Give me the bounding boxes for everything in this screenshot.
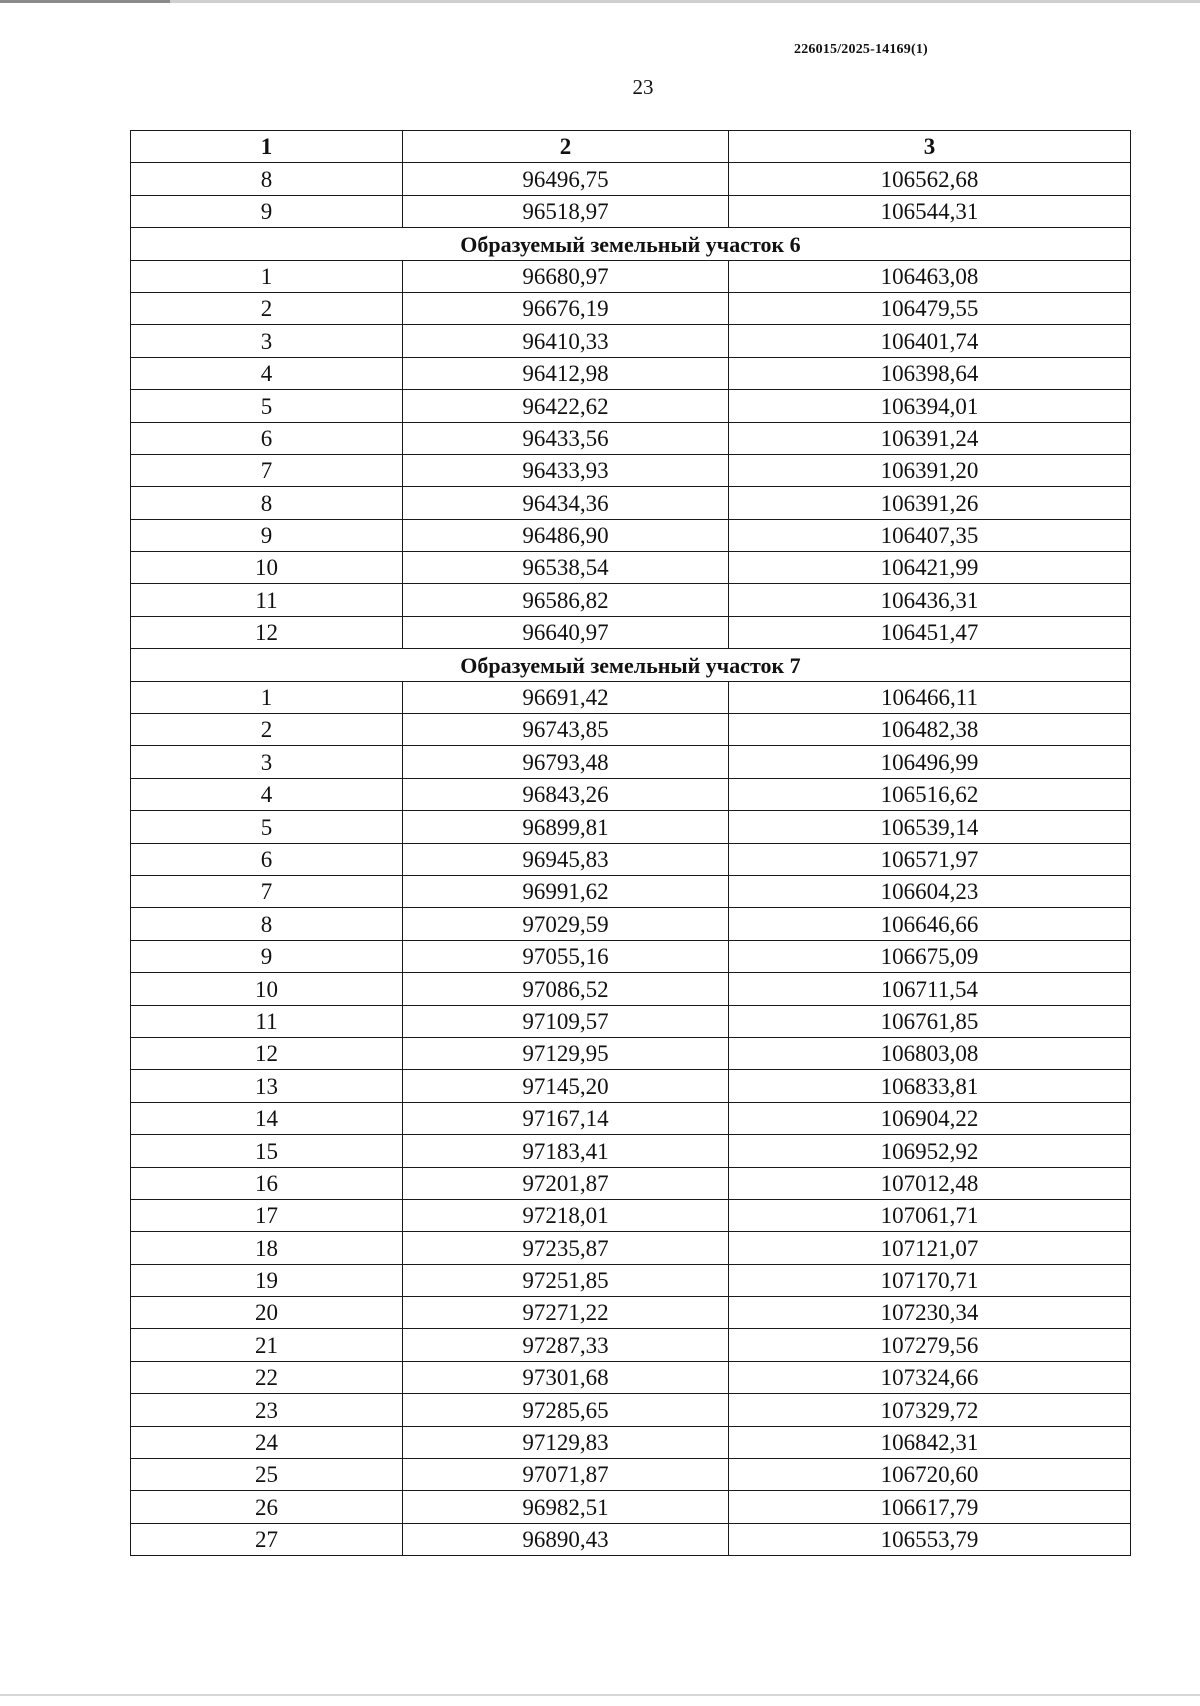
table-row bbox=[131, 292, 1131, 324]
table-row bbox=[131, 875, 1131, 907]
point-number-cell: 2 bbox=[131, 714, 403, 746]
table-row bbox=[131, 1135, 1131, 1167]
y-coordinate-cell: 106604,23 bbox=[729, 875, 1131, 907]
y-coordinate-cell: 106407,35 bbox=[729, 519, 1131, 551]
section-row bbox=[131, 228, 1131, 260]
x-coordinate-cell: 97109,57 bbox=[403, 1005, 729, 1037]
table-row bbox=[131, 519, 1131, 551]
point-number-cell: 8 bbox=[131, 908, 403, 940]
x-coordinate-cell: 96586,82 bbox=[403, 584, 729, 616]
x-coordinate-cell: 97271,22 bbox=[403, 1297, 729, 1329]
table-row bbox=[131, 1361, 1131, 1393]
section-title: Образуемый земельный участок 6 bbox=[131, 228, 1131, 260]
x-coordinate-cell: 96410,33 bbox=[403, 325, 729, 357]
point-number-cell: 21 bbox=[131, 1329, 403, 1361]
table-row bbox=[131, 454, 1131, 486]
x-coordinate-cell: 96793,48 bbox=[403, 746, 729, 778]
x-coordinate-cell: 96899,81 bbox=[403, 811, 729, 843]
table-row bbox=[131, 714, 1131, 746]
y-coordinate-cell: 106571,97 bbox=[729, 843, 1131, 875]
x-coordinate-cell: 97145,20 bbox=[403, 1070, 729, 1102]
x-coordinate-cell: 97129,95 bbox=[403, 1037, 729, 1069]
x-coordinate-cell: 96412,98 bbox=[403, 357, 729, 389]
y-coordinate-cell: 107324,66 bbox=[729, 1361, 1131, 1393]
point-number-cell: 24 bbox=[131, 1426, 403, 1458]
x-coordinate-cell: 96496,75 bbox=[403, 163, 729, 195]
y-coordinate-cell: 107329,72 bbox=[729, 1394, 1131, 1426]
point-number-cell: 17 bbox=[131, 1199, 403, 1231]
y-coordinate-cell: 106496,99 bbox=[729, 746, 1131, 778]
table-row bbox=[131, 1167, 1131, 1199]
point-number-cell: 3 bbox=[131, 746, 403, 778]
x-coordinate-cell: 97086,52 bbox=[403, 973, 729, 1005]
y-coordinate-cell: 106401,74 bbox=[729, 325, 1131, 357]
table-row bbox=[131, 1394, 1131, 1426]
point-number-cell: 18 bbox=[131, 1232, 403, 1264]
point-number-cell: 5 bbox=[131, 811, 403, 843]
table-row bbox=[131, 422, 1131, 454]
y-coordinate-cell: 106833,81 bbox=[729, 1070, 1131, 1102]
x-coordinate-cell: 97218,01 bbox=[403, 1199, 729, 1231]
x-coordinate-cell: 96640,97 bbox=[403, 616, 729, 648]
table-row bbox=[131, 325, 1131, 357]
point-number-cell: 3 bbox=[131, 325, 403, 357]
point-number-cell: 9 bbox=[131, 195, 403, 227]
point-number-cell: 11 bbox=[131, 1005, 403, 1037]
y-coordinate-cell: 106544,31 bbox=[729, 195, 1131, 227]
x-coordinate-cell: 97287,33 bbox=[403, 1329, 729, 1361]
y-coordinate-cell: 107279,56 bbox=[729, 1329, 1131, 1361]
table-row bbox=[131, 487, 1131, 519]
coordinates-table bbox=[130, 130, 1131, 1556]
y-coordinate-cell: 106842,31 bbox=[729, 1426, 1131, 1458]
point-number-cell: 12 bbox=[131, 1037, 403, 1069]
point-number-cell: 11 bbox=[131, 584, 403, 616]
y-coordinate-cell: 106516,62 bbox=[729, 778, 1131, 810]
table-row bbox=[131, 1070, 1131, 1102]
table-row bbox=[131, 1264, 1131, 1296]
point-number-cell: 16 bbox=[131, 1167, 403, 1199]
y-coordinate-cell: 107061,71 bbox=[729, 1199, 1131, 1231]
table-row bbox=[131, 746, 1131, 778]
table-row bbox=[131, 1523, 1131, 1555]
table-row bbox=[131, 973, 1131, 1005]
x-coordinate-cell: 97167,14 bbox=[403, 1102, 729, 1134]
table-row bbox=[131, 584, 1131, 616]
header-cell-2: 2 bbox=[403, 131, 729, 163]
table-header-row bbox=[131, 131, 1131, 163]
point-number-cell: 1 bbox=[131, 681, 403, 713]
y-coordinate-cell: 106711,54 bbox=[729, 973, 1131, 1005]
y-coordinate-cell: 106391,26 bbox=[729, 487, 1131, 519]
table-row bbox=[131, 1491, 1131, 1523]
point-number-cell: 10 bbox=[131, 973, 403, 1005]
y-coordinate-cell: 106553,79 bbox=[729, 1523, 1131, 1555]
table-row bbox=[131, 1005, 1131, 1037]
x-coordinate-cell: 96743,85 bbox=[403, 714, 729, 746]
y-coordinate-cell: 106482,38 bbox=[729, 714, 1131, 746]
table-row bbox=[131, 811, 1131, 843]
y-coordinate-cell: 107230,34 bbox=[729, 1297, 1131, 1329]
x-coordinate-cell: 96890,43 bbox=[403, 1523, 729, 1555]
table-row bbox=[131, 1102, 1131, 1134]
x-coordinate-cell: 96843,26 bbox=[403, 778, 729, 810]
table-row bbox=[131, 1329, 1131, 1361]
section-title: Образуемый земельный участок 7 bbox=[131, 649, 1131, 681]
point-number-cell: 26 bbox=[131, 1491, 403, 1523]
point-number-cell: 15 bbox=[131, 1135, 403, 1167]
x-coordinate-cell: 97235,87 bbox=[403, 1232, 729, 1264]
x-coordinate-cell: 97285,65 bbox=[403, 1394, 729, 1426]
x-coordinate-cell: 97251,85 bbox=[403, 1264, 729, 1296]
point-number-cell: 5 bbox=[131, 390, 403, 422]
y-coordinate-cell: 106479,55 bbox=[729, 292, 1131, 324]
table-row bbox=[131, 1199, 1131, 1231]
point-number-cell: 12 bbox=[131, 616, 403, 648]
point-number-cell: 7 bbox=[131, 454, 403, 486]
x-coordinate-cell: 97029,59 bbox=[403, 908, 729, 940]
point-number-cell: 1 bbox=[131, 260, 403, 292]
document-number: 226015/2025-14169(1) bbox=[794, 42, 928, 57]
y-coordinate-cell: 106539,14 bbox=[729, 811, 1131, 843]
scan-top-edge bbox=[0, 0, 1200, 3]
table-body bbox=[131, 163, 1131, 1556]
y-coordinate-cell: 106451,47 bbox=[729, 616, 1131, 648]
point-number-cell: 8 bbox=[131, 163, 403, 195]
table-row bbox=[131, 1297, 1131, 1329]
y-coordinate-cell: 106617,79 bbox=[729, 1491, 1131, 1523]
y-coordinate-cell: 106394,01 bbox=[729, 390, 1131, 422]
x-coordinate-cell: 97129,83 bbox=[403, 1426, 729, 1458]
y-coordinate-cell: 106466,11 bbox=[729, 681, 1131, 713]
table-row bbox=[131, 843, 1131, 875]
point-number-cell: 20 bbox=[131, 1297, 403, 1329]
header-cell-3: 3 bbox=[729, 131, 1131, 163]
y-coordinate-cell: 106421,99 bbox=[729, 552, 1131, 584]
scan-bottom-edge bbox=[0, 1694, 1200, 1696]
table-row bbox=[131, 163, 1131, 195]
y-coordinate-cell: 106646,66 bbox=[729, 908, 1131, 940]
y-coordinate-cell: 107121,07 bbox=[729, 1232, 1131, 1264]
section-row bbox=[131, 649, 1131, 681]
x-coordinate-cell: 97183,41 bbox=[403, 1135, 729, 1167]
table-row bbox=[131, 390, 1131, 422]
point-number-cell: 14 bbox=[131, 1102, 403, 1134]
x-coordinate-cell: 97055,16 bbox=[403, 940, 729, 972]
y-coordinate-cell: 106436,31 bbox=[729, 584, 1131, 616]
table-row bbox=[131, 940, 1131, 972]
table-row bbox=[131, 260, 1131, 292]
point-number-cell: 2 bbox=[131, 292, 403, 324]
point-number-cell: 13 bbox=[131, 1070, 403, 1102]
table-row bbox=[131, 1426, 1131, 1458]
x-coordinate-cell: 96538,54 bbox=[403, 552, 729, 584]
y-coordinate-cell: 106904,22 bbox=[729, 1102, 1131, 1134]
y-coordinate-cell: 106803,08 bbox=[729, 1037, 1131, 1069]
x-coordinate-cell: 97071,87 bbox=[403, 1459, 729, 1491]
point-number-cell: 10 bbox=[131, 552, 403, 584]
x-coordinate-cell: 96486,90 bbox=[403, 519, 729, 551]
x-coordinate-cell: 96433,56 bbox=[403, 422, 729, 454]
x-coordinate-cell: 96433,93 bbox=[403, 454, 729, 486]
point-number-cell: 9 bbox=[131, 519, 403, 551]
point-number-cell: 4 bbox=[131, 778, 403, 810]
point-number-cell: 8 bbox=[131, 487, 403, 519]
x-coordinate-cell: 97301,68 bbox=[403, 1361, 729, 1393]
y-coordinate-cell: 106952,92 bbox=[729, 1135, 1131, 1167]
table-row bbox=[131, 1232, 1131, 1264]
table-row bbox=[131, 1459, 1131, 1491]
point-number-cell: 9 bbox=[131, 940, 403, 972]
point-number-cell: 6 bbox=[131, 422, 403, 454]
point-number-cell: 23 bbox=[131, 1394, 403, 1426]
y-coordinate-cell: 106562,68 bbox=[729, 163, 1131, 195]
x-coordinate-cell: 96434,36 bbox=[403, 487, 729, 519]
x-coordinate-cell: 96518,97 bbox=[403, 195, 729, 227]
y-coordinate-cell: 106720,60 bbox=[729, 1459, 1131, 1491]
point-number-cell: 6 bbox=[131, 843, 403, 875]
x-coordinate-cell: 96691,42 bbox=[403, 681, 729, 713]
table-row bbox=[131, 357, 1131, 389]
point-number-cell: 25 bbox=[131, 1459, 403, 1491]
y-coordinate-cell: 107170,71 bbox=[729, 1264, 1131, 1296]
table-row bbox=[131, 616, 1131, 648]
table-row bbox=[131, 778, 1131, 810]
point-number-cell: 19 bbox=[131, 1264, 403, 1296]
x-coordinate-cell: 96680,97 bbox=[403, 260, 729, 292]
y-coordinate-cell: 106761,85 bbox=[729, 1005, 1131, 1037]
table-row bbox=[131, 552, 1131, 584]
y-coordinate-cell: 106398,64 bbox=[729, 357, 1131, 389]
y-coordinate-cell: 107012,48 bbox=[729, 1167, 1131, 1199]
x-coordinate-cell: 96422,62 bbox=[403, 390, 729, 422]
y-coordinate-cell: 106463,08 bbox=[729, 260, 1131, 292]
y-coordinate-cell: 106391,20 bbox=[729, 454, 1131, 486]
x-coordinate-cell: 96676,19 bbox=[403, 292, 729, 324]
x-coordinate-cell: 97201,87 bbox=[403, 1167, 729, 1199]
point-number-cell: 22 bbox=[131, 1361, 403, 1393]
x-coordinate-cell: 96982,51 bbox=[403, 1491, 729, 1523]
table-row bbox=[131, 1037, 1131, 1069]
table-row bbox=[131, 681, 1131, 713]
x-coordinate-cell: 96945,83 bbox=[403, 843, 729, 875]
header-cell-1: 1 bbox=[131, 131, 403, 163]
y-coordinate-cell: 106391,24 bbox=[729, 422, 1131, 454]
x-coordinate-cell: 96991,62 bbox=[403, 875, 729, 907]
point-number-cell: 27 bbox=[131, 1523, 403, 1555]
page-number: 23 bbox=[632, 75, 654, 99]
point-number-cell: 4 bbox=[131, 357, 403, 389]
point-number-cell: 7 bbox=[131, 875, 403, 907]
y-coordinate-cell: 106675,09 bbox=[729, 940, 1131, 972]
table-row bbox=[131, 908, 1131, 940]
table-row bbox=[131, 195, 1131, 227]
